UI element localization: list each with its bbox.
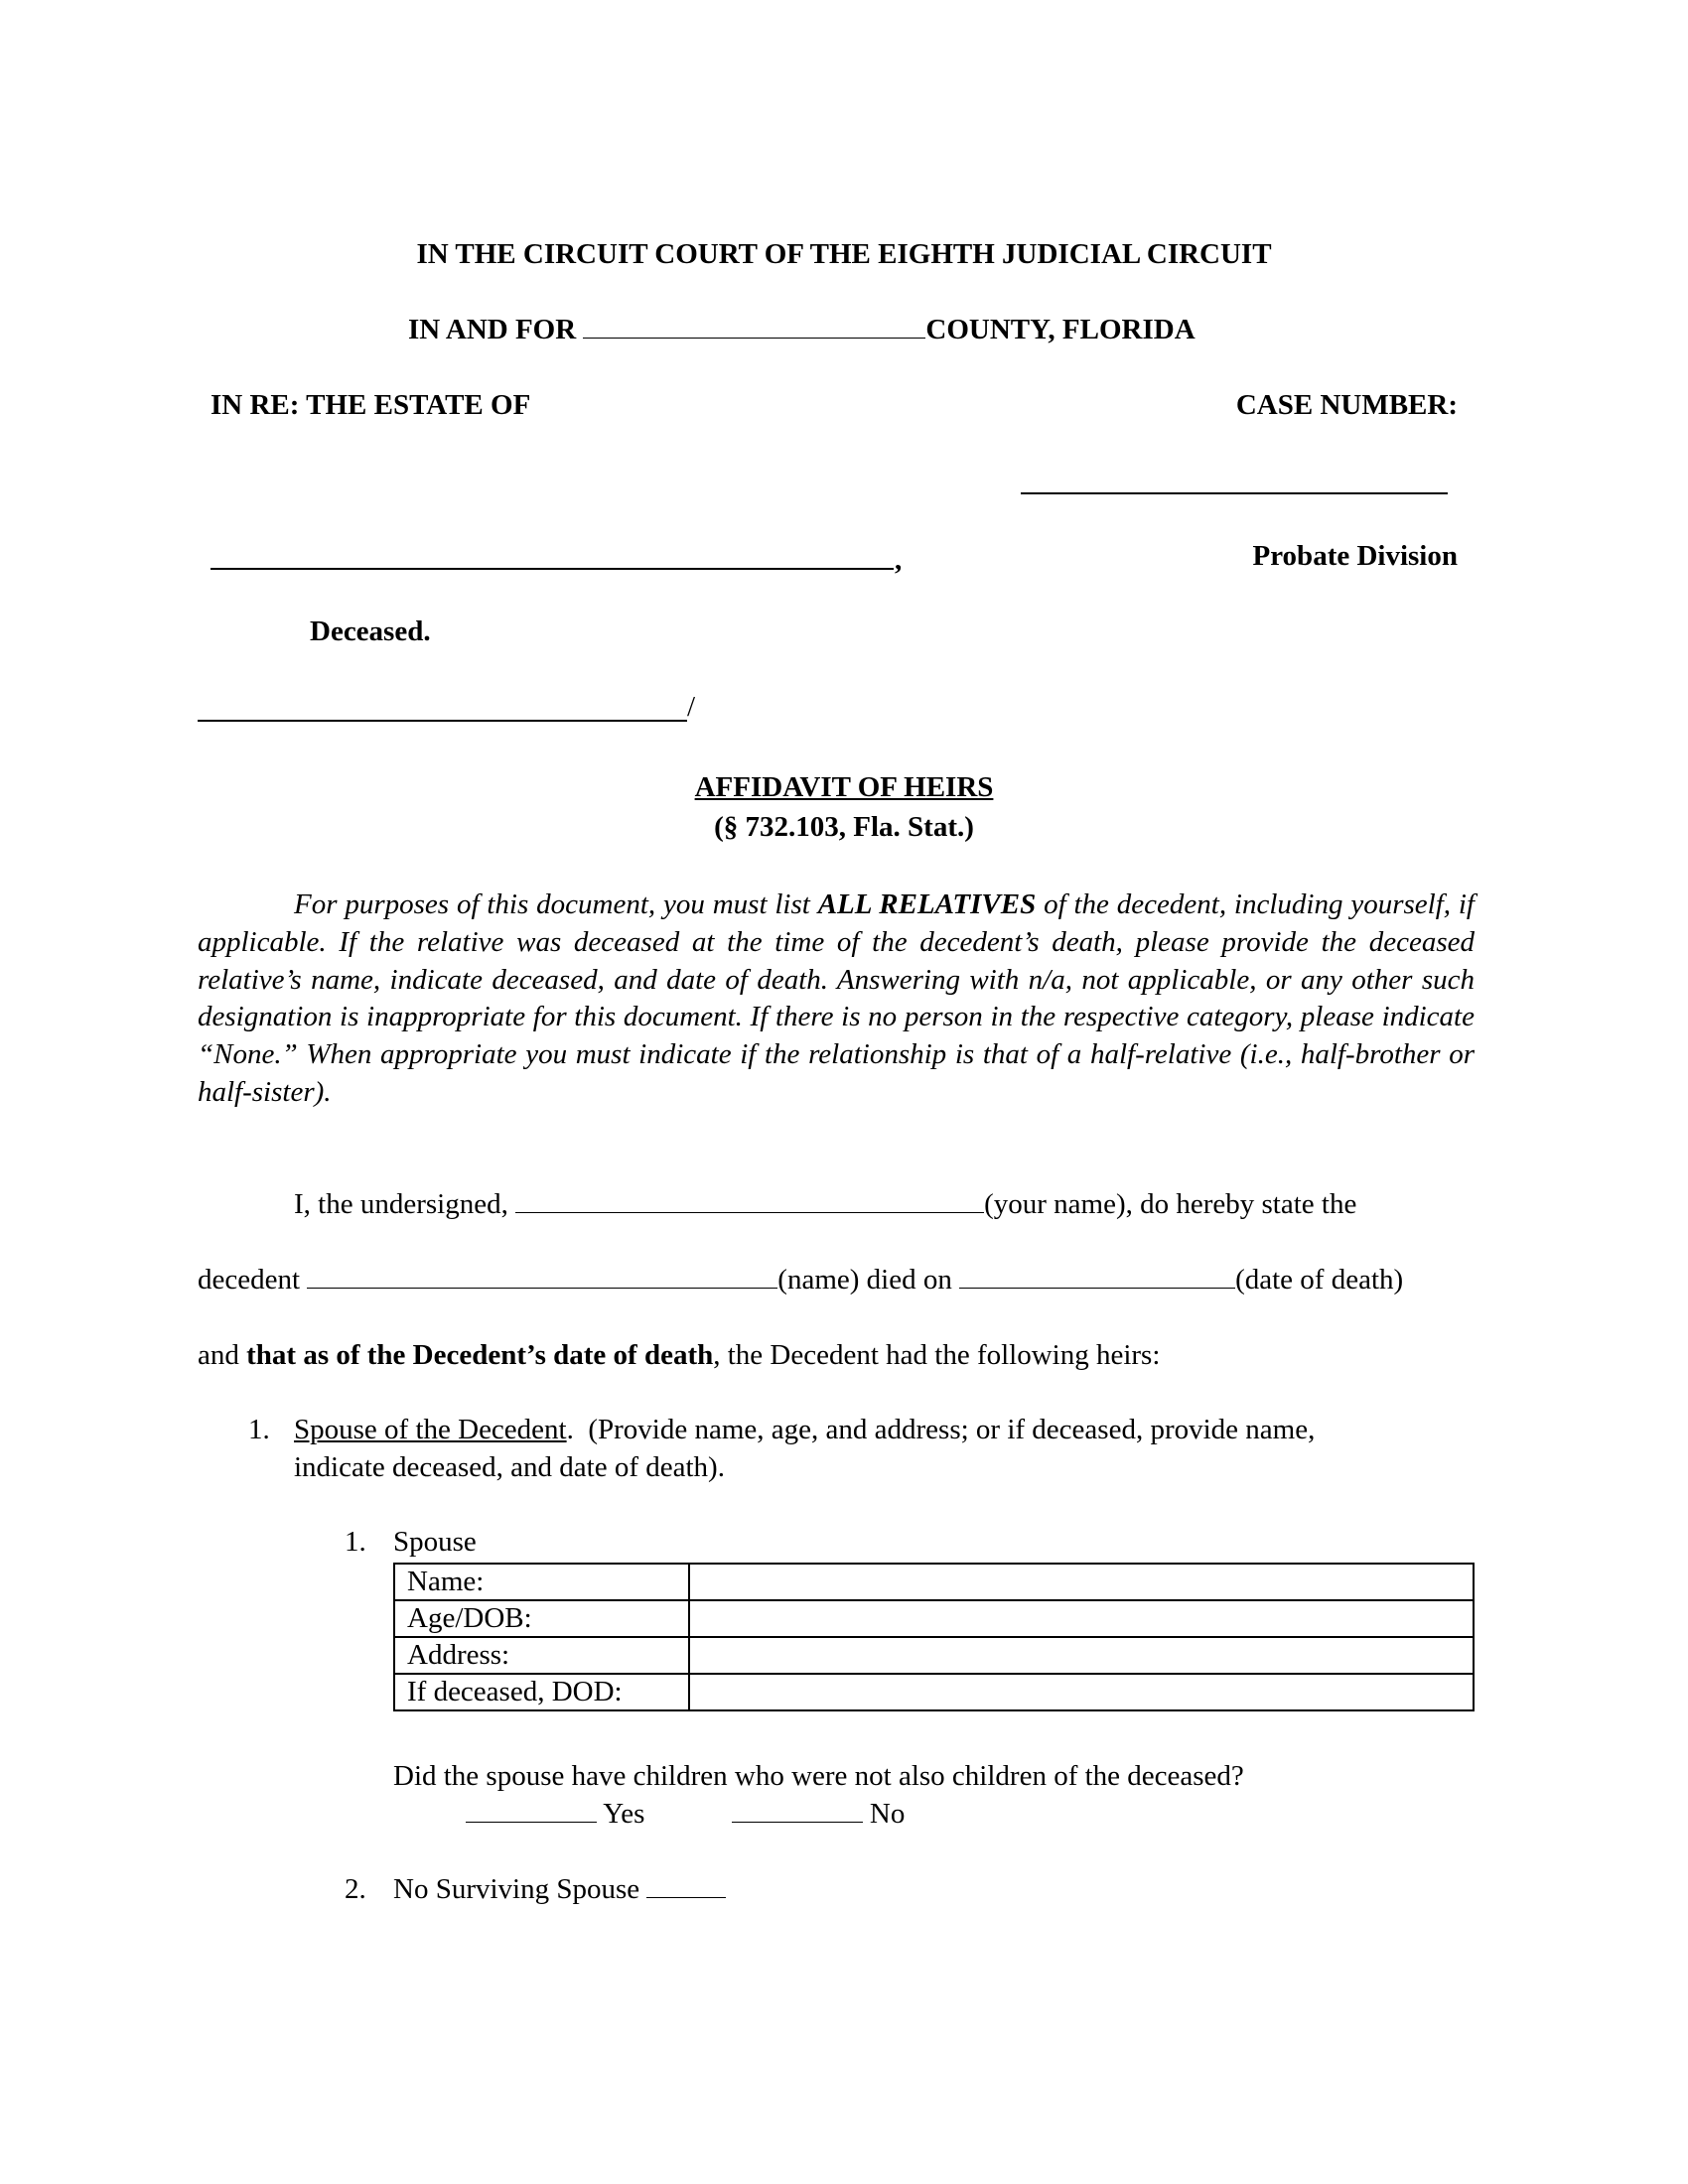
date-of-death-emphasis: that as of the Decedent’s date of death: [246, 1339, 714, 1371]
comma: ,: [895, 544, 903, 576]
instructions-text: For purposes of this document, you must list: [294, 888, 818, 920]
table-row: [394, 1674, 1474, 1710]
instructions-emphasis: ALL RELATIVES: [817, 888, 1037, 920]
undersigned-label: I, the undersigned,: [294, 1188, 508, 1220]
statement-line-3: [198, 1337, 1160, 1373]
county-state-label: COUNTY, FLORIDA: [925, 314, 1196, 345]
decedent-name-blank[interactable]: [211, 568, 894, 570]
your-name-blank[interactable]: [515, 1186, 984, 1213]
section-1-number: 1.: [248, 1414, 270, 1445]
died-on-label: (name) died on: [777, 1264, 952, 1296]
spouse-label: Spouse: [393, 1526, 477, 1558]
no-surviving-spouse-blank[interactable]: [646, 1871, 726, 1898]
section-1-heading: Spouse of the Decedent: [294, 1414, 567, 1445]
yes-blank[interactable]: [466, 1796, 597, 1823]
court-heading: IN THE CIRCUIT COURT OF THE EIGHTH JUDICIAL CIRCUIT: [416, 238, 1272, 270]
instructions-text-cont: of the decedent, including yourself, if applicable. If the relative was deceased at the time of the decedent’s death, please provide the deceased relative’s name, indicate deceased, and date of death. Answering with n/a, not applicable, or any other such designation is inappropriate for this document. If there is no person in the respective category, please indicate “None.” When appropriate you must indicate if the relationship is that of a half-relative (i.e., half-brother or half-sister).: [198, 888, 1475, 1108]
section-1-instruction: (Provide name, age, and address; or if deceased, provide name,: [573, 1414, 1316, 1445]
your-name-label: (your name), do hereby state the: [984, 1188, 1357, 1220]
row-label: Age/DOB:: [394, 1600, 689, 1637]
probate-division-label: Probate Division: [1252, 540, 1458, 572]
row-label: Address:: [394, 1637, 689, 1674]
caption-closing-line: [198, 720, 687, 722]
heirs-text: , the Decedent had the following heirs:: [713, 1339, 1161, 1371]
spouse-name-field[interactable]: [689, 1564, 1474, 1600]
table-row: [394, 1637, 1474, 1674]
no-spouse-number: 2.: [345, 1873, 366, 1905]
section-1-heading-line: [294, 1412, 1315, 1447]
no-spouse-line: [393, 1871, 726, 1907]
statement-line-1: [294, 1186, 1356, 1222]
yes-no-line: [466, 1796, 905, 1832]
in-and-for-label: IN AND FOR: [408, 314, 577, 345]
section-1-instruction-cont: indicate deceased, and date of death).: [294, 1451, 725, 1483]
yes-label: Yes: [603, 1798, 645, 1830]
statement-line-2: [198, 1262, 1403, 1297]
case-number-label: CASE NUMBER:: [1235, 389, 1458, 421]
no-surviving-spouse-label: No Surviving Spouse: [393, 1873, 640, 1905]
case-number-blank[interactable]: [1021, 492, 1448, 494]
spouse-table: [393, 1563, 1475, 1711]
spouse-children-question: Did the spouse have children who were not also children of the deceased?: [393, 1760, 1244, 1792]
no-label: No: [869, 1798, 906, 1830]
spouse-age-field[interactable]: [689, 1600, 1474, 1637]
and-text: and: [198, 1339, 247, 1371]
caption-slash: /: [687, 691, 696, 723]
spouse-number: 1.: [345, 1526, 366, 1558]
row-label: If deceased, DOD:: [394, 1674, 689, 1710]
date-of-death-label: (date of death): [1235, 1264, 1404, 1296]
county-blank[interactable]: [583, 312, 925, 339]
in-re-label: IN RE: THE ESTATE OF: [211, 389, 531, 421]
deceased-label: Deceased.: [310, 615, 431, 647]
period: .: [566, 1414, 574, 1445]
spouse-dod-field[interactable]: [689, 1674, 1474, 1710]
no-blank[interactable]: [732, 1796, 863, 1823]
table-row: [394, 1600, 1474, 1637]
row-label: Name:: [394, 1564, 689, 1600]
document-title: AFFIDAVIT OF HEIRS: [694, 771, 994, 803]
county-line: [408, 312, 1196, 347]
statute-reference: (§ 732.103, Fla. Stat.): [714, 811, 974, 843]
date-of-death-field[interactable]: [959, 1262, 1235, 1289]
table-row: [394, 1564, 1474, 1600]
decedent-label: decedent: [198, 1264, 301, 1296]
instructions-paragraph: [198, 887, 1475, 1112]
spouse-address-field[interactable]: [689, 1637, 1474, 1674]
decedent-name-field[interactable]: [307, 1262, 777, 1289]
